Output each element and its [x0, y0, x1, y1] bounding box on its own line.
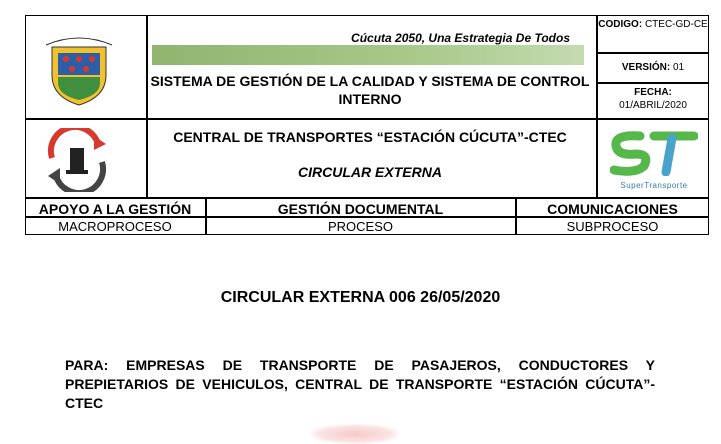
divider — [596, 82, 709, 84]
subproceso-title: COMUNICACIONES — [547, 201, 678, 217]
divider — [146, 118, 596, 120]
subproceso-label: SUBPROCESO — [566, 219, 659, 234]
header-banner — [152, 45, 584, 65]
document-type: CIRCULAR EXTERNA — [298, 164, 442, 180]
macroproceso-label: MACROPROCESO — [58, 219, 172, 234]
proceso-label: PROCESO — [327, 219, 393, 234]
version-cell — [597, 62, 709, 73]
macroproceso-title: APOYO A LA GESTIÓN — [38, 201, 192, 217]
divider — [25, 118, 146, 120]
city-shield-logo — [44, 37, 114, 107]
fecha-cell — [597, 86, 709, 112]
supertransporte-caption: SuperTransporte — [620, 181, 688, 190]
proceso-title: GESTIÓN DOCUMENTAL — [277, 201, 444, 217]
system-title: SISTEMA DE GESTIÓN DE LA CALIDAD Y SISTEMA DE CONTROL INTERNO — [150, 73, 590, 107]
motto: Cúcuta 2050, Una Estrategia De Todos — [351, 31, 570, 45]
fecha-label: FECHA: — [634, 87, 672, 98]
addressee-paragraph: PARA: EMPRESAS DE TRANSPORTE DE PASAJEROS, CONDUCTORES Y PREPIETARIOS DE VEHICULOS, CENTRAL DE TRANSPORTE “ESTACIÓN CÚCUTA”-CTEC — [65, 357, 655, 411]
fecha-value: 01/ABRIL/2020 — [619, 100, 687, 111]
divider — [596, 52, 709, 54]
codigo-cell — [597, 19, 709, 31]
codigo-label: CODIGO: — [598, 19, 643, 30]
version-label: VERSIÓN: — [621, 62, 671, 73]
watermark-fragment — [310, 424, 400, 444]
ctec-logo — [42, 128, 112, 192]
circular-title: CIRCULAR EXTERNA 006 26/05/2020 — [220, 289, 501, 306]
divider — [146, 15, 148, 197]
divider — [596, 118, 709, 120]
divider — [25, 197, 709, 199]
version-value: 01 — [673, 62, 685, 73]
supertransporte-logo — [610, 130, 698, 190]
codigo-value: CTEC-GD-CE — [644, 19, 708, 30]
organization-name: CENTRAL DE TRANSPORTES “ESTACIÓN CÚCUTA”-CTEC — [173, 129, 567, 145]
